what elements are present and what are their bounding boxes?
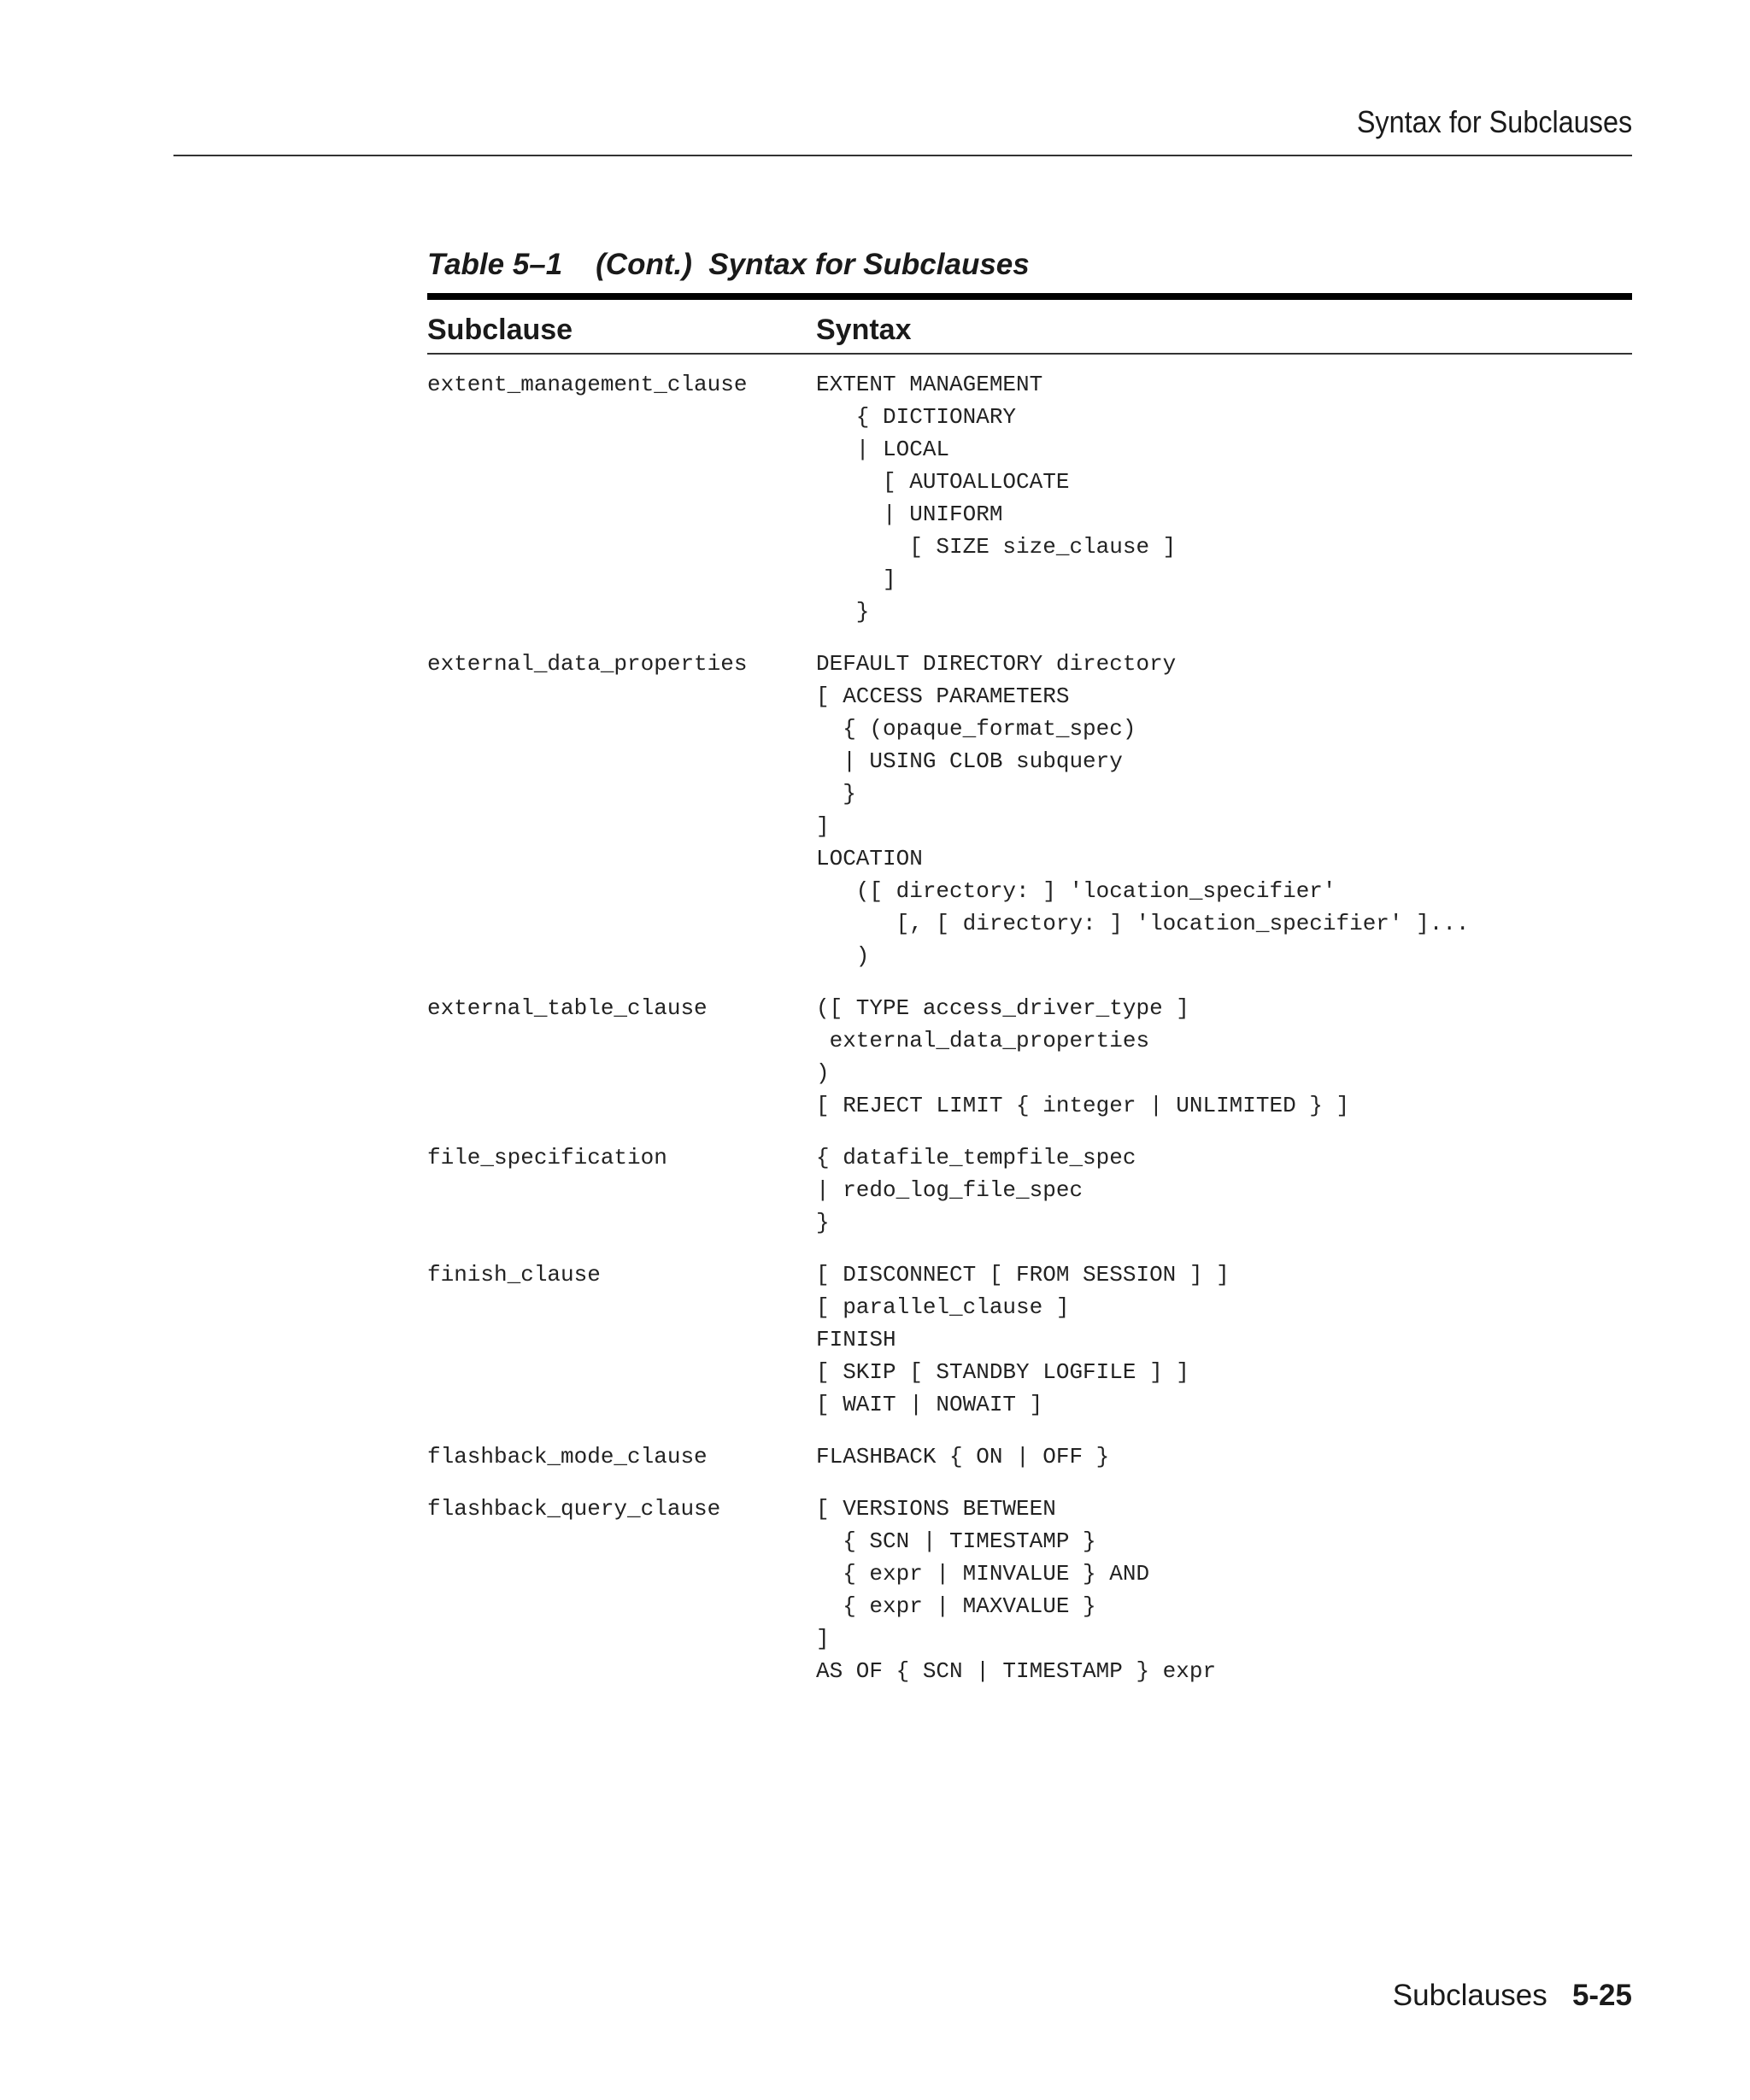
table-row bbox=[427, 648, 1632, 972]
syntax-table bbox=[427, 293, 1632, 1707]
subclause-name: flashback_mode_clause bbox=[427, 1444, 708, 1469]
syntax-text: { datafile_tempfile_spec | redo_log_file_spec } bbox=[816, 1145, 1136, 1235]
column-header-subclause: Subclause bbox=[427, 314, 573, 346]
table-row bbox=[427, 1440, 1632, 1473]
table-top-rule bbox=[427, 293, 1632, 300]
header-rule bbox=[173, 155, 1632, 156]
table-header-row bbox=[427, 300, 1632, 355]
syntax-text: FLASHBACK { ON | OFF } bbox=[816, 1444, 1110, 1469]
syntax-text: DEFAULT DIRECTORY directory [ ACCESS PARAMETERS { (opaque_format_spec) | USING CLOB subquery } ] LOCATION ([ directory: ] 'location_specifier' [, [ directory: ] 'location_specifier' ]... ) bbox=[816, 651, 1470, 969]
subclause-name: external_data_properties bbox=[427, 651, 748, 677]
footer-section-title: Subclauses bbox=[1392, 1979, 1547, 2012]
table-row bbox=[427, 1258, 1632, 1421]
table-row bbox=[427, 1141, 1632, 1239]
page-number: 5-25 bbox=[1571, 1979, 1632, 2012]
subclause-name: extent_management_clause bbox=[427, 372, 748, 397]
column-header-syntax: Syntax bbox=[816, 314, 912, 346]
subclause-name: finish_clause bbox=[427, 1262, 601, 1288]
table-body bbox=[427, 368, 1632, 1687]
subclause-name: flashback_query_clause bbox=[427, 1496, 721, 1522]
syntax-text: [ DISCONNECT [ FROM SESSION ] ] [ parallel_clause ] FINISH [ SKIP [ STANDBY LOGFILE ] ] [ WAIT | NOWAIT ] bbox=[816, 1262, 1230, 1417]
table-row bbox=[427, 992, 1632, 1122]
page-footer bbox=[1393, 1979, 1632, 2013]
table-row bbox=[427, 368, 1632, 628]
syntax-text: [ VERSIONS BETWEEN { SCN | TIMESTAMP } { expr | MINVALUE } AND { expr | MAXVALUE } ] AS OF { SCN | TIMESTAMP } expr bbox=[816, 1496, 1217, 1684]
subclause-name: file_specification bbox=[427, 1145, 667, 1170]
table-caption: Table 5–1 (Cont.) Syntax for Subclauses bbox=[427, 248, 1030, 281]
running-header: Syntax for Subclauses bbox=[1356, 104, 1632, 139]
subclause-name: external_table_clause bbox=[427, 995, 708, 1021]
syntax-text: ([ TYPE access_driver_type ] external_data_properties ) [ REJECT LIMIT { integer | UNLIMITED } ] bbox=[816, 995, 1350, 1118]
syntax-text: EXTENT MANAGEMENT { DICTIONARY | LOCAL [ AUTOALLOCATE | UNIFORM [ SIZE size_clause ] ] } bbox=[816, 372, 1177, 625]
table-row bbox=[427, 1493, 1632, 1687]
